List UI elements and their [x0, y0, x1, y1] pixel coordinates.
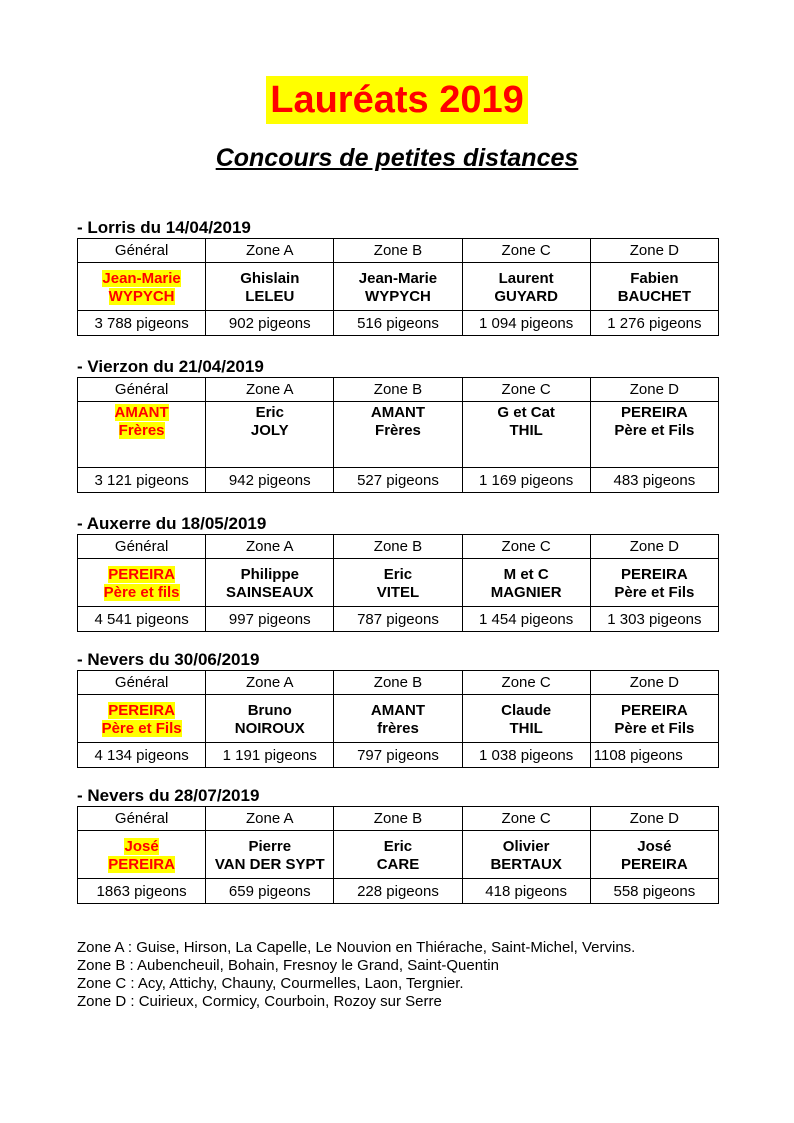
winner-name-line-2: frères [377, 719, 419, 737]
winner-name-line-1: Bruno [247, 701, 292, 719]
winner-name-line-1: PEREIRA [621, 565, 688, 583]
winner-cell [78, 263, 206, 311]
winner-name-line-1: Jean-Marie [358, 269, 438, 287]
header-row [78, 378, 719, 402]
pigeon-count: 659 pigeons [206, 879, 334, 904]
pigeon-count: 1 303 pigeons [590, 607, 718, 632]
winner-name-line-1: PEREIRA [621, 404, 688, 421]
winner-name-line-2: VAN DER SYPT [214, 855, 325, 873]
pigeon-count: 1108 pigeons [590, 743, 718, 768]
pigeon-count: 942 pigeons [206, 468, 334, 493]
race-title: - Nevers du 28/07/2019 [77, 786, 260, 805]
column-header: Zone A [206, 671, 334, 695]
winner-cell [78, 831, 206, 879]
winner-name-line-2: Père et Fils [614, 583, 695, 601]
winner-cell [590, 263, 718, 311]
winner-name-line-2: WYPYCH [365, 287, 431, 305]
winner-cell [590, 695, 718, 743]
winner-cell [462, 263, 590, 311]
winner-name-line-2: CARE [376, 855, 420, 873]
results-table [77, 806, 719, 904]
pigeon-count: 3 121 pigeons [78, 468, 206, 493]
column-header: Zone D [590, 378, 718, 402]
column-header: Zone A [206, 807, 334, 831]
winners-row [78, 402, 719, 468]
winner-name-line-1: AMANT [370, 701, 426, 719]
race-section [77, 786, 719, 904]
winner-name-line-2: WYPYCH [108, 287, 175, 305]
winner-name-line-1: José [637, 837, 672, 855]
winner-name-line-2: NOIROUX [234, 719, 305, 737]
winner-cell [462, 831, 590, 879]
results-table [77, 670, 719, 768]
winner-name-line-2: PEREIRA [108, 855, 175, 873]
zone-d-definition: Zone D : Cuirieux, Cormicy, Courboin, Rozoy sur Serre [77, 993, 442, 1010]
column-header: Général [78, 535, 206, 559]
pigeon-count: 3 788 pigeons [78, 311, 206, 336]
header-row [78, 807, 719, 831]
winners-row [78, 559, 719, 607]
race-section [77, 357, 719, 493]
winner-name-line-1: Ghislain [240, 269, 300, 287]
winner-name-line-1: Eric [383, 837, 413, 855]
winner-name-line-2: Père et Fils [101, 719, 182, 737]
winner-name-line-1: Pierre [248, 837, 292, 855]
winners-row [78, 695, 719, 743]
winner-name-line-1: PEREIRA [621, 701, 688, 719]
counts-row [78, 879, 719, 904]
column-header: Zone C [462, 807, 590, 831]
winner-cell [206, 695, 334, 743]
column-header: Zone C [462, 239, 590, 263]
zone-b-definition: Zone B : Aubencheuil, Bohain, Fresnoy le Grand, Saint-Quentin [77, 957, 499, 974]
pigeon-count: 1 038 pigeons [462, 743, 590, 768]
winner-name-line-1: M et C [503, 565, 549, 583]
subtitle-container [0, 142, 794, 174]
winners-row [78, 263, 719, 311]
title-container [0, 76, 794, 124]
winner-name-line-1: José [124, 837, 159, 855]
winner-name-line-2: MAGNIER [490, 583, 562, 601]
pigeon-count: 1 191 pigeons [206, 743, 334, 768]
race-section [77, 514, 719, 632]
pigeon-count: 1863 pigeons [78, 879, 206, 904]
winner-cell [334, 695, 462, 743]
zone-c-definition: Zone C : Acy, Attichy, Chauny, Courmelles, Laon, Tergnier. [77, 975, 464, 992]
winner-name-line-1: PEREIRA [108, 565, 175, 583]
column-header: Zone D [590, 807, 718, 831]
column-header: Zone D [590, 535, 718, 559]
header-row [78, 671, 719, 695]
winner-name-line-2: JOLY [250, 422, 289, 439]
pigeon-count: 4 541 pigeons [78, 607, 206, 632]
winner-name-line-1: Eric [383, 565, 413, 583]
winner-cell [462, 695, 590, 743]
winner-cell [206, 559, 334, 607]
winner-name-line-2: BERTAUX [490, 855, 562, 873]
pigeon-count: 902 pigeons [206, 311, 334, 336]
winner-name-line-2: Frères [375, 422, 421, 439]
winner-name-line-2: Frères [118, 422, 165, 439]
counts-row [78, 743, 719, 768]
column-header: Général [78, 239, 206, 263]
winner-name-line-1: Olivier [502, 837, 550, 855]
zone-a-definition: Zone A : Guise, Hirson, La Capelle, Le Nouvion en Thiérache, Saint-Michel, Vervins. [77, 939, 636, 956]
winner-cell [78, 402, 206, 468]
winner-name-line-2: LELEU [245, 287, 295, 305]
page-subtitle: Concours de petites distances [215, 144, 579, 172]
pigeon-count: 787 pigeons [334, 607, 462, 632]
counts-row [78, 468, 719, 493]
column-header: Zone D [590, 239, 718, 263]
pigeon-count: 1 094 pigeons [462, 311, 590, 336]
winner-cell [334, 263, 462, 311]
winner-name-line-1: Fabien [630, 269, 679, 287]
counts-row [78, 607, 719, 632]
pigeon-count: 797 pigeons [334, 743, 462, 768]
race-title: - Nevers du 30/06/2019 [77, 650, 260, 669]
winner-name-line-1: AMANT [114, 404, 169, 421]
winner-name-line-1: G et Cat [497, 404, 555, 421]
race-section [77, 650, 719, 768]
pigeon-count: 228 pigeons [334, 879, 462, 904]
race-title: - Auxerre du 18/05/2019 [77, 514, 267, 533]
column-header: Zone B [334, 378, 462, 402]
pigeon-count: 1 276 pigeons [590, 311, 718, 336]
results-table [77, 377, 719, 493]
pigeon-count: 516 pigeons [334, 311, 462, 336]
race-title: - Vierzon du 21/04/2019 [77, 357, 264, 376]
pigeon-count: 997 pigeons [206, 607, 334, 632]
counts-row [78, 311, 719, 336]
zones-legend [77, 939, 635, 1011]
column-header: Général [78, 378, 206, 402]
winner-cell [590, 831, 718, 879]
pigeon-count: 1 169 pigeons [462, 468, 590, 493]
winner-name-line-1: Philippe [240, 565, 299, 583]
column-header: Zone C [462, 671, 590, 695]
winner-name-line-2: Père et Fils [614, 719, 695, 737]
column-header: Zone B [334, 671, 462, 695]
winner-cell [334, 559, 462, 607]
pigeon-count: 1 454 pigeons [462, 607, 590, 632]
winner-cell [462, 559, 590, 607]
pigeon-count: 558 pigeons [590, 879, 718, 904]
winner-name-line-1: AMANT [370, 404, 426, 421]
winner-cell [334, 402, 462, 468]
header-row [78, 239, 719, 263]
winner-cell [78, 559, 206, 607]
winner-name-line-2: Père et fils [103, 583, 180, 601]
winner-name-line-1: Laurent [498, 269, 554, 287]
pigeon-count: 483 pigeons [590, 468, 718, 493]
winner-name-line-1: Jean-Marie [102, 269, 181, 287]
winner-name-line-2: VITEL [376, 583, 420, 601]
column-header: Zone D [590, 671, 718, 695]
winner-cell [590, 559, 718, 607]
column-header: Zone B [334, 535, 462, 559]
winner-cell [206, 402, 334, 468]
winner-name-line-2: SAINSEAUX [226, 583, 314, 601]
winner-name-line-2: THIL [509, 422, 543, 439]
race-section [77, 218, 719, 336]
column-header: Zone C [462, 535, 590, 559]
winner-cell [462, 402, 590, 468]
winner-name-line-1: PEREIRA [108, 701, 175, 719]
column-header: Général [78, 807, 206, 831]
winner-cell [334, 831, 462, 879]
winner-name-line-2: PEREIRA [621, 855, 688, 873]
winner-cell [78, 695, 206, 743]
winner-name-line-2: BAUCHET [617, 287, 692, 305]
winner-name-line-2: Père et Fils [614, 422, 695, 439]
page-title: Lauréats 2019 [266, 76, 528, 124]
column-header: Zone C [462, 378, 590, 402]
column-header: Général [78, 671, 206, 695]
winners-row [78, 831, 719, 879]
race-title: - Lorris du 14/04/2019 [77, 218, 251, 237]
column-header: Zone B [334, 807, 462, 831]
column-header: Zone B [334, 239, 462, 263]
pigeon-count: 4 134 pigeons [78, 743, 206, 768]
header-row [78, 535, 719, 559]
winner-cell [206, 263, 334, 311]
column-header: Zone A [206, 535, 334, 559]
winner-cell [206, 831, 334, 879]
column-header: Zone A [206, 378, 334, 402]
results-table [77, 534, 719, 632]
results-table [77, 238, 719, 336]
winner-name-line-1: Claude [501, 701, 552, 719]
winner-name-line-2: THIL [509, 719, 543, 737]
column-header: Zone A [206, 239, 334, 263]
winner-name-line-1: Eric [255, 404, 284, 421]
pigeon-count: 418 pigeons [462, 879, 590, 904]
winner-cell [590, 402, 718, 468]
winner-name-line-2: GUYARD [494, 287, 558, 305]
pigeon-count: 527 pigeons [334, 468, 462, 493]
